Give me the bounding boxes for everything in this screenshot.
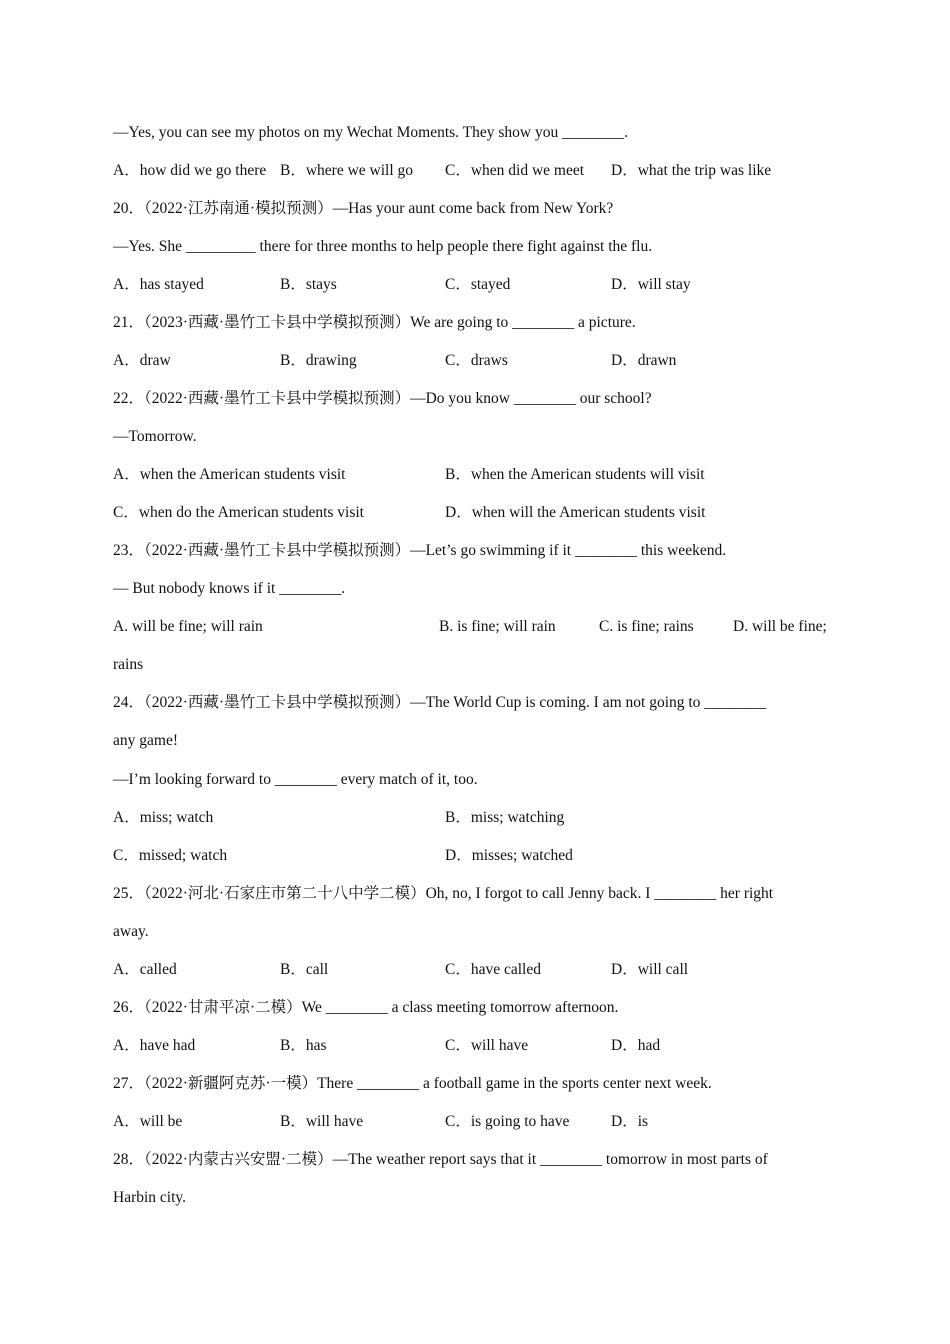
q26-stem: 26．（2022·甘肃平凉·二模）We ________ a class meeting tomorrow afternoon.: [113, 999, 619, 1016]
q23-option-d: D. will be fine;: [733, 618, 827, 635]
q25-stem: 25．（2022·河北·石家庄市第二十八中学二模）Oh, no, I forgot to call Jenny back. I ________ her right: [113, 885, 774, 902]
q28-stem: 28．（2022·内蒙古兴安盟·二模）—The weather report says that it ________ tomorrow in most parts of: [113, 1151, 768, 1168]
q23-option-d-continued: rains: [113, 656, 144, 673]
q19-option-d: D．what the trip was like: [611, 162, 772, 179]
q25-option-a: A．called: [113, 961, 177, 978]
q23-line2: — But nobody knows if it ________.: [113, 580, 346, 597]
q20-option-c: C．stayed: [445, 276, 511, 293]
q22-option-c: C．when do the American students visit: [113, 504, 364, 521]
q26-option-d: D．had: [611, 1037, 661, 1054]
q20-option-a: A．has stayed: [113, 276, 204, 293]
q25-option-b: B．call: [280, 961, 329, 978]
q23-option-b: B. is fine; will rain: [439, 618, 556, 635]
q20-option-b: B．stays: [280, 276, 337, 293]
q25-option-d: D．will call: [611, 961, 689, 978]
q19-answer-line: —Yes, you can see my photos on my Wechat Moments. They show you ________.: [113, 124, 628, 141]
q26-option-a: A．have had: [113, 1037, 196, 1054]
q23-stem: 23．（2022·西藏·墨竹工卡县中学模拟预测）—Let’s go swimming if it ________ this weekend.: [113, 542, 727, 559]
q21-option-c: C．draws: [445, 352, 508, 369]
q19-option-c: C．when did we meet: [445, 162, 585, 179]
q21-option-a: A．draw: [113, 352, 171, 369]
q24-option-b: B．miss; watching: [445, 809, 565, 826]
q27-option-a: A．will be: [113, 1113, 183, 1130]
q25-stem-continued: away.: [113, 923, 149, 940]
q24-option-d: D．misses; watched: [445, 847, 573, 864]
q26-option-c: C．will have: [445, 1037, 529, 1054]
q22-line2: —Tomorrow.: [113, 428, 197, 445]
q20-option-d: D．will stay: [611, 276, 691, 293]
q22-option-a: A．when the American students visit: [113, 466, 346, 483]
q23-option-a: A. will be fine; will rain: [113, 618, 263, 635]
q27-option-d: D．is: [611, 1113, 649, 1130]
q21-option-d: D．drawn: [611, 352, 677, 369]
q24-stem-continued: any game!: [113, 732, 178, 749]
q25-option-c: C．have called: [445, 961, 541, 978]
q26-option-b: B．has: [280, 1037, 327, 1054]
q20-stem: 20．（2022·江苏南通·模拟预测）—Has your aunt come back from New York?: [113, 200, 614, 217]
q23-option-c: C. is fine; rains: [599, 618, 694, 635]
q21-stem: 21．（2023·西藏·墨竹工卡县中学模拟预测）We are going to ________ a picture.: [113, 314, 636, 331]
q22-option-d: D．when will the American students visit: [445, 504, 706, 521]
q24-line2: —I’m looking forward to ________ every match of it, too.: [113, 771, 478, 788]
q24-option-c: C．missed; watch: [113, 847, 228, 864]
q24-stem: 24．（2022·西藏·墨竹工卡县中学模拟预测）—The World Cup is coming. I am not going to ________: [113, 694, 767, 711]
q22-option-b: B．when the American students will visit: [445, 466, 705, 483]
q27-option-b: B．will have: [280, 1113, 364, 1130]
q27-stem: 27．（2022·新疆阿克苏·一模）There ________ a football game in the sports center next week.: [113, 1075, 712, 1092]
q20-line2: —Yes. She _________ there for three months to help people there fight against the flu.: [113, 238, 653, 255]
q19-option-a: A．how did we go there: [113, 162, 267, 179]
q28-stem-continued: Harbin city.: [113, 1189, 187, 1206]
q22-stem: 22．（2022·西藏·墨竹工卡县中学模拟预测）—Do you know ________ our school?: [113, 390, 652, 407]
q19-option-b: B．where we will go: [280, 162, 414, 179]
q27-option-c: C．is going to have: [445, 1113, 570, 1130]
q21-option-b: B．drawing: [280, 352, 357, 369]
q24-option-a: A．miss; watch: [113, 809, 214, 826]
